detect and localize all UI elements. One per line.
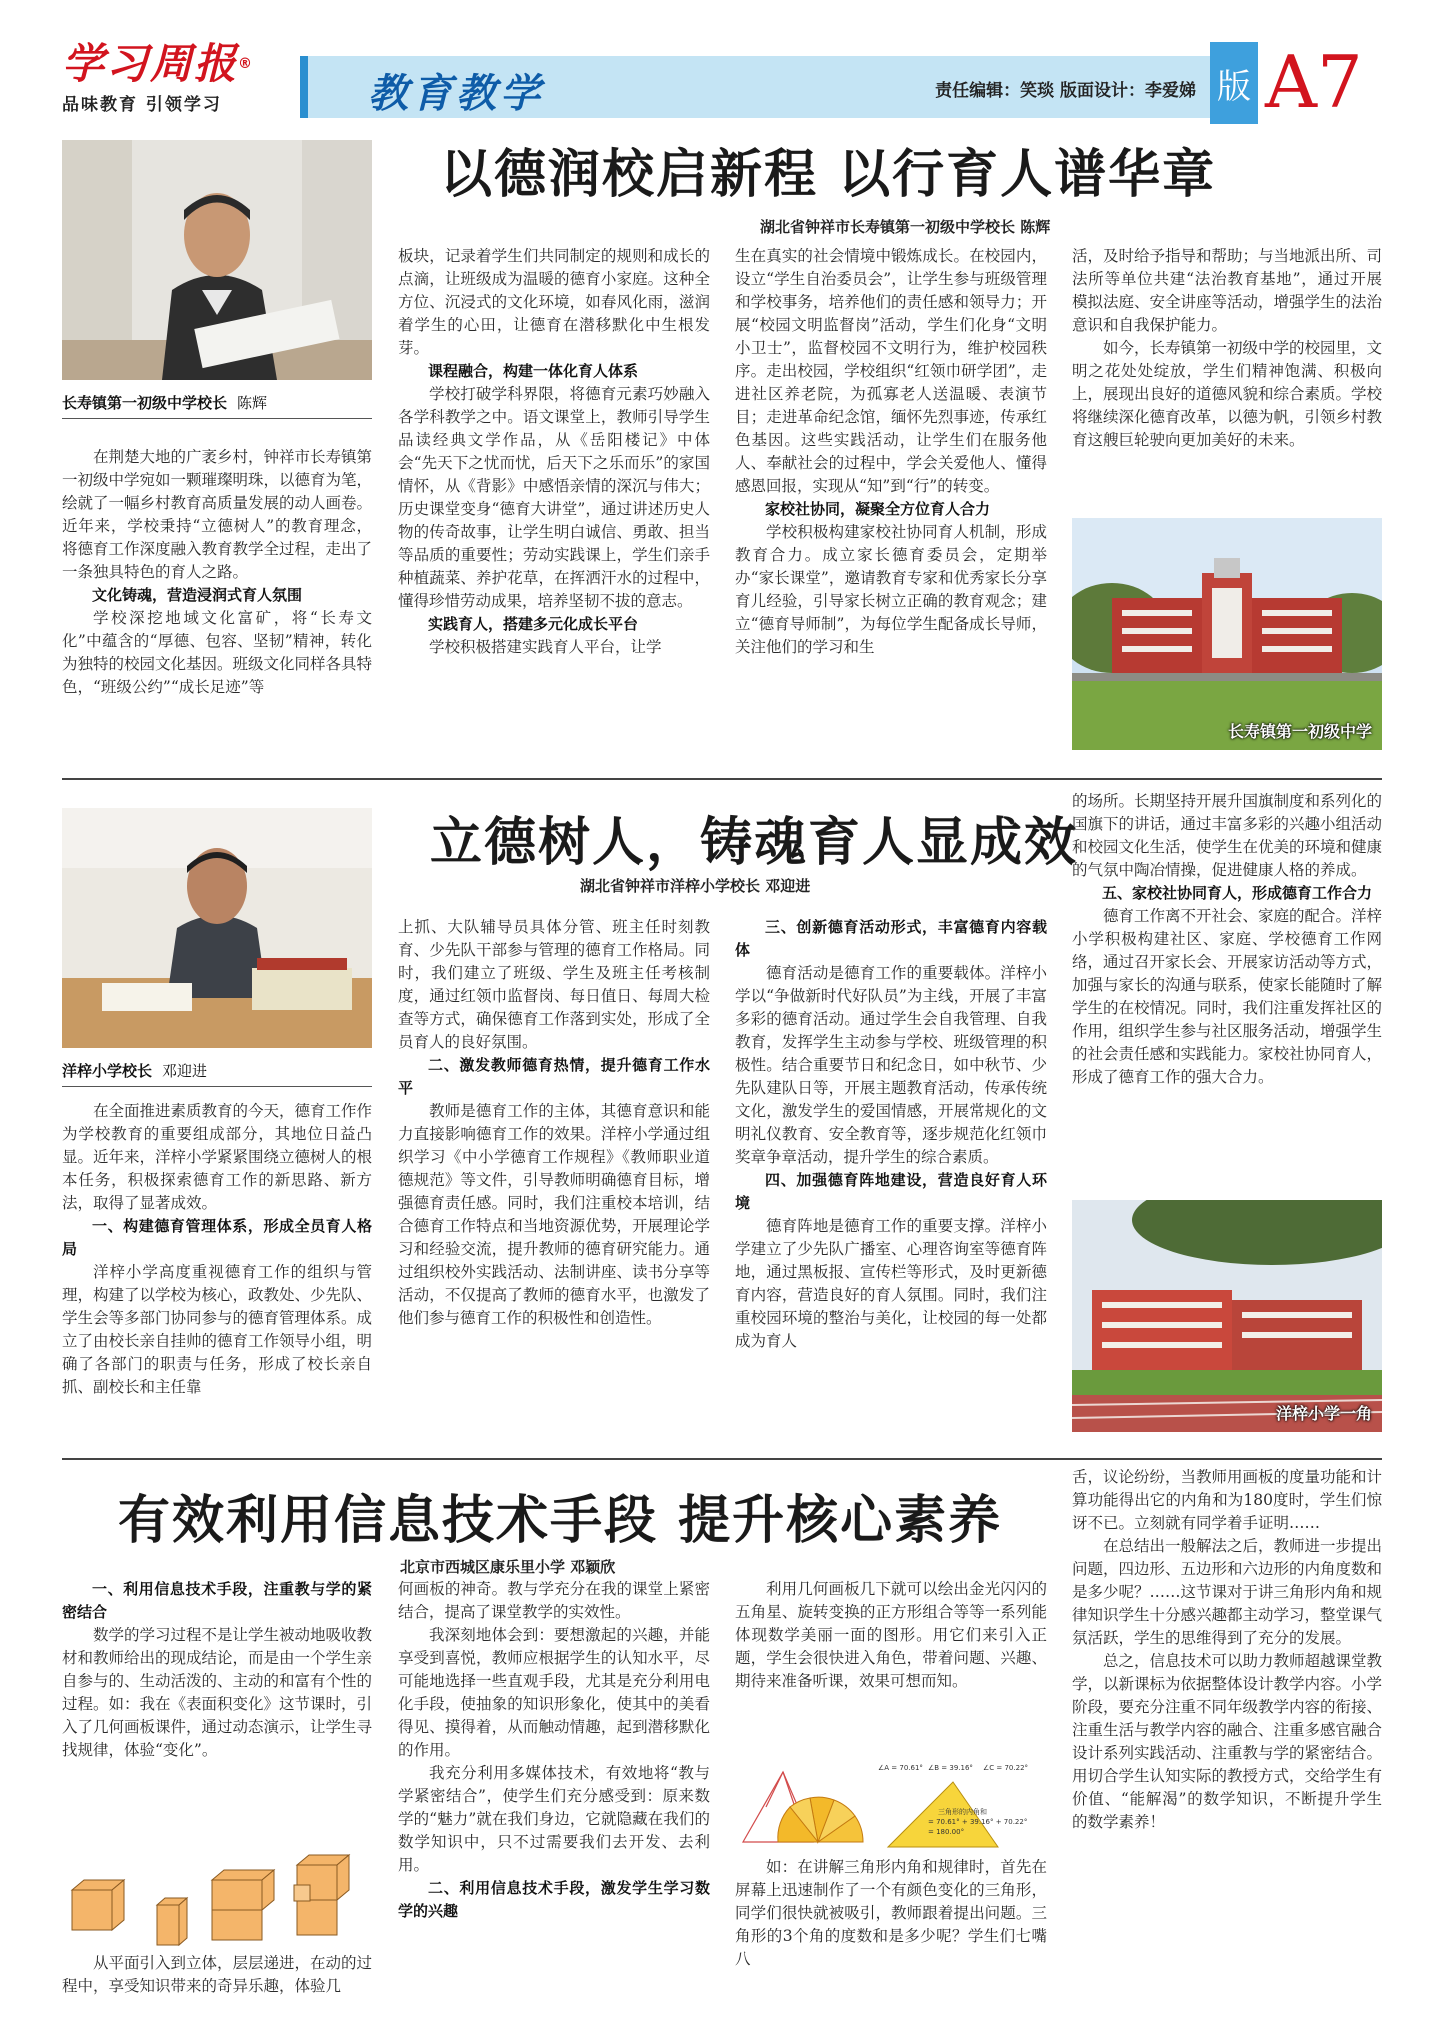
article1-column-3 — [735, 245, 1047, 750]
article1-byline: 湖北省钟祥市长寿镇第一初级中学校长 陈辉 — [760, 218, 1051, 236]
article3-column-4 — [1072, 1466, 1382, 2001]
article3-column-1 — [62, 1578, 372, 1836]
paragraph: 洋梓小学高度重视德育工作的组织与管理，构建了以学校为核心，政教处、少先队、学生会等多部门协同参与的德育管理体系。成立了由校长亲自挂帅的德育工作领导小组，明确了各部门的职责与任务，形成了校长亲自抓、副校长和主任靠 — [62, 1263, 372, 1396]
slogan: 品味教育 引领学习 — [62, 95, 222, 115]
sum-label: 三角形的内角和 — [938, 1808, 987, 1816]
paragraph: 舌，议论纷纷，当教师用画板的度量功能和计算功能得出它的内角和为180度时，学生们惊讶不已。立刻就有同学着手证明…… — [1072, 1468, 1382, 1532]
paragraph: 在全面推进素质教育的今天，德育工作作为学校教育的重要组成部分，其地位日益凸显。近年来，洋梓小学紧紧围绕立德树人的根本任务，积极探索德育工作的新思路、新方法，取得了显著成效。 — [62, 1102, 372, 1212]
portrait2-caption — [62, 1060, 207, 1081]
article1-title: 以德润校启新程 以行育人谱华章 — [440, 145, 1217, 205]
school2-caption: 洋梓小学一角 — [1275, 1404, 1372, 1423]
paragraph: 在总结出一般解法之后，教师进一步提出问题，四边形、五边形和六边形的内角度数和是多少呢？……这节课对于讲三角形内角和规律知识学生十分感兴趣都主动学习，整堂课气氛活跃，学生的思维得到了充分的发展。 — [1072, 1537, 1382, 1647]
paragraph: 学校积极搭建实践育人平台，让学 — [429, 638, 662, 656]
sum-expression: = 70.61° + 39.16° + 70.22° — [928, 1818, 1028, 1826]
school2-photo — [1072, 1200, 1382, 1432]
portrait2-title: 洋梓小学校长 — [62, 1062, 153, 1080]
portrait1-caption — [62, 392, 267, 413]
subheading: 一、利用信息技术手段，注重教与学的紧密结合 — [62, 1580, 372, 1621]
portrait1-title: 长寿镇第一初级中学校长 — [62, 394, 228, 412]
article2-column-2 — [398, 916, 710, 1442]
subheading: 课程融合，构建一体化育人体系 — [428, 362, 639, 380]
article2-title: 立德树人，铸魂育人显成效 — [430, 813, 1079, 873]
registered-mark: ® — [238, 56, 255, 72]
subheading: 家校社协同，凝聚全方位育人合力 — [765, 500, 991, 518]
article2-byline: 湖北省钟祥市洋梓小学校长 邓迎进 — [580, 877, 811, 895]
paragraph: 德育活动是德育工作的重要载体。洋梓小学以“争做新时代好队员”为主线，开展了丰富多彩的德育活动。通过学生会自我管理、自我教育，发挥学生主动参与学校、班级管理的积极性。结合重要节日和纪念日，如中秋节、少先队建队日等，开展主题教育活动，传承传统文化，激发学生的爱国情感，开展常规化的文明礼仪教育、安全教育等，逐步规范化红领巾奖章争章活动，提升学生的综合素质。 — [735, 964, 1047, 1166]
subheading: 二、利用信息技术手段，激发学生学习数学的兴趣 — [398, 1879, 710, 1920]
paragraph: 板块，记录着学生们共同制定的规则和成长的点滴，让班级成为温暖的德育小家庭。这种全方位、沉浸式的文化环境，如春风化雨，滋润着学生的心田，让德育在潜移默化中生根发芽。 — [398, 247, 710, 357]
paragraph: 教师是德育工作的主体，其德育意识和能力直接影响德育工作的效果。洋梓小学通过组织学习《中小学德育工作规程》《教师职业道德规范》等文件，引导教师明确德育目标，增强德育责任感。同时，我们注重校本培训，结合德育工作特点和当地资源优势，开展理论学习和经验交流，提升教师的德育研究能力。通过组织校外实践活动、法制讲座、读书分享等活动，不仅提高了教师的德育水平，也激发了他们参与德育工作的积极性和创造性。 — [398, 1102, 710, 1327]
paragraph: 学校打破学科界限，将德育元素巧妙融入各学科教学之中。语文课堂上，教师引导学生品读经典文学作品，从《岳阳楼记》中体会“先天下之忧而忧，后天下之乐而乐”的家国情怀，从《背影》中感悟亲情的深沉与伟大；历史课堂变身“德育大讲堂”，通过讲述历史人物的传奇故事，让学生明白诚信、勇敢、担当等品质的重要性；劳动实践课上，学生们亲手种植蔬菜、养护花草，在挥洒汗水的过程中，懂得珍惜劳动成果，培养坚韧不拔的意志。 — [398, 385, 710, 610]
cubes-illustration — [62, 1840, 372, 1950]
article2-column-1 — [62, 1100, 372, 1442]
paragraph: 何画板的神奇。教与学充分在我的课堂上紧密结合，提高了课堂教学的实效性。 — [398, 1580, 710, 1621]
paragraph: 如：在讲解三角形内角和规律时，首先在屏幕上迅速制作了一个有颜色变化的三角形，同学们很快就被吸引，教师跟着提出问题。三角形的3个角的度数和是多少呢？学生们七嘴八 — [735, 1858, 1047, 1968]
article1-column-1 — [62, 446, 372, 746]
section-divider — [62, 1458, 1382, 1460]
school1-caption: 长寿镇第一初级中学 — [1227, 722, 1372, 741]
caption-divider — [62, 1086, 372, 1087]
article3-title: 有效利用信息技术手段 提升核心素养 — [118, 1491, 1003, 1551]
edition-tag: 版 — [1210, 42, 1258, 124]
logo-text: 学习周报 — [62, 39, 239, 88]
subheading: 五、家校社协同育人，形成德育工作合力 — [1102, 884, 1373, 902]
subheading: 一、构建德育管理体系，形成全员育人格局 — [62, 1217, 372, 1258]
paragraph: 我充分利用多媒体技术，有效地将“教与学紧密结合”，使学生们充分感受到：原来数学的“魅力”就在我们身边，它就隐藏在我们的数学知识中，只不过需要我们去开发、去利用。 — [398, 1764, 710, 1874]
triangle-diagram — [738, 1752, 1048, 1852]
subheading: 文化铸魂，营造浸润式育人氛围 — [92, 586, 303, 604]
angle-b-label: ∠B = 39.16° — [928, 1764, 973, 1772]
article3-byline: 北京市西城区康乐里小学 邓颖欣 — [400, 1558, 616, 1576]
paragraph: 活，及时给予指导和帮助；与当地派出所、司法所等单位共建“法治教育基地”，通过开展模拟法庭、安全讲座等活动，增强学生的法治意识和自我保护能力。 — [1072, 247, 1382, 334]
sum-result: = 180.00° — [928, 1828, 965, 1836]
article3-column-2 — [398, 1578, 710, 1998]
section-band — [300, 56, 1210, 118]
paragraph: 生在真实的社会情境中锻炼成长。在校园内，设立“学生自治委员会”，让学生参与班级管理和学校事务，培养他们的责任感和领导力；开展“校园文明监督岗”活动，学生们化身“文明小卫士”，监督校园不文明行为，维护校园秩序。走出校园，学校组织“红领巾研学团”，走进社区养老院，为孤寡老人送温暖、表演节目；走进革命纪念馆，缅怀先烈事迹，传承红色基因。这些实践活动，让学生们在服务他人、奉献社会的过程中，学会关爱他人、懂得感恩回报，实现从“知”到“行”的转变。 — [735, 247, 1047, 495]
article2-column-4 — [1072, 790, 1382, 1190]
principal-deng-photo — [62, 808, 372, 1048]
article2-column-3 — [735, 916, 1047, 1442]
paragraph: 数学的学习过程不是让学生被动地吸收教材和教师给出的现成结论，而是由一个学生亲自参与的、生动活泼的、主动的和富有个性的过程。如：我在《表面积变化》这节课时，引入了几何画板课件，通过动态演示，让学生寻找规律，体验“变化”。 — [62, 1626, 372, 1759]
article1-column-2 — [398, 245, 710, 750]
caption-divider — [62, 418, 372, 419]
subheading: 实践育人，搭建多元化成长平台 — [428, 615, 639, 633]
paragraph: 从平面引入到立体，层层递进，在动的过程中，享受知识带来的奇异乐趣，体验几 — [62, 1954, 372, 1995]
paragraph: 利用几何画板几下就可以绘出金光闪闪的五角星、旋转变换的正方形组合等等一系列能体现数学美丽一面的图形。用它们来引入正题，学生会很快进入角色，带着问题、兴趣、期待来准备听课，效果可想而知。 — [735, 1580, 1047, 1690]
section-divider — [62, 778, 1382, 780]
article3-column-3 — [735, 1578, 1047, 1746]
paragraph: 学校积极构建家校社协同育人机制，形成教育合力。成立家长德育委员会，定期举办“家长课堂”，邀请教育专家和优秀家长分享育儿经验，引导家长树立正确的教育观念；建立“德育导师制”，为每位学生配备成长导师，关注他们的学习和生 — [735, 523, 1047, 656]
article3-column-1-tail — [62, 1952, 372, 2000]
paragraph: 德育阵地是德育工作的重要支撑。洋梓小学建立了少先队广播室、心理咨询室等德育阵地，通过黑板报、宣传栏等形式，及时更新德育内容，营造良好的育人氛围。同时，我们注重校园环境的整治与美化，让校园的每一处都成为育人 — [735, 1217, 1047, 1350]
paragraph: 的场所。长期坚持开展升国旗制度和系列化的国旗下的讲话，通过丰富多彩的兴趣小组活动和校园文化生活，使学生在优美的环境和健康的气氛中陶冶情操，促进健康人格的养成。 — [1072, 792, 1382, 879]
article1-column-4 — [1072, 245, 1382, 515]
editor-credits: 责任编辑：笑琰 版面设计：李爱娣 — [935, 81, 1196, 101]
section-title: 教育教学 — [368, 71, 544, 117]
portrait2-name: 邓迎进 — [162, 1062, 208, 1080]
subheading: 四、加强德育阵地建设，营造良好育人环境 — [735, 1171, 1047, 1212]
paragraph: 在荆楚大地的广袤乡村，钟祥市长寿镇第一初级中学宛如一颗璀璨明珠，以德育为笔，绘就了一幅乡村教育高质量发展的动人画卷。近年来，学校秉持“立德树人”的教育理念，将德育工作深度融入教育教学全过程，走出了一条独具特色的育人之路。 — [62, 448, 372, 581]
paragraph: 学校深挖地域文化富矿，将“长寿文化”中蕴含的“厚德、包容、坚韧”精神，转化为独特的校园文化基因。班级文化同样各具特色，“班级公约”“成长足迹”等 — [62, 609, 372, 696]
subheading: 二、激发教师德育热情，提升德育工作水平 — [398, 1056, 710, 1097]
paragraph: 我深刻地体会到：要想激起的兴趣，并能享受到喜悦，教师应根据学生的认知水平，尽可能地选择一些直观手段，尤其是充分利用电化手段，使抽象的知识形象化，使其中的美看得见、摸得着，从而触动情趣，起到潜移默化的作用。 — [398, 1626, 710, 1759]
school1-photo — [1072, 518, 1382, 750]
paragraph: 上抓、大队辅导员具体分管、班主任时刻教育、少先队干部参与管理的德育工作格局。同时，我们建立了班级、学生及班主任考核制度，通过红领巾监督岗、每日值日、每周大检查等方式，确保德育工作落到实处，形成了全员育人的良好氛围。 — [398, 918, 710, 1051]
masthead-logo — [62, 40, 262, 115]
paragraph: 德育工作离不开社会、家庭的配合。洋梓小学积极构建社区、家庭、学校德育工作网络，通过召开家长会、开展家访活动等方式，加强与家长的沟通与联系，使家长能随时了解学生的在校情况。同时，我们注重发挥社区的作用，组织学生参与社区服务活动，增强学生的社会责任感和实践能力。家校社协同育人，形成了德育工作的强大合力。 — [1072, 907, 1382, 1086]
article3-column-3-tail — [735, 1856, 1047, 2001]
angle-a-label: ∠A = 70.61° — [878, 1764, 923, 1772]
portrait1-name: 陈辉 — [237, 394, 268, 412]
page-number: A7 — [1265, 40, 1363, 124]
angle-c-label: ∠C = 70.22° — [983, 1764, 1029, 1772]
paragraph: 如今，长寿镇第一初级中学的校园里，文明之花处处绽放，学生们精神饱满、积极向上，展现出良好的道德风貌和综合素质。学校将继续深化德育改革，以德为帆，引领乡村教育这艘巨轮驶向更加美好的未来。 — [1072, 339, 1382, 449]
paragraph: 总之，信息技术可以助力教师超越课堂教学，以新课标为依据整体设计教学内容。小学阶段，要充分注重不同年级教学内容的衔接、注重生活与教学内容的融合、注重多感官融合设计系列实践活动、注重教与学的紧密结合。用切合学生认知实际的教授方式，交给学生有价值、“能解渴”的数学知识，不断提升学生的数学素养！ — [1072, 1652, 1382, 1831]
principal-chen-photo — [62, 140, 372, 380]
subheading: 三、创新德育活动形式，丰富德育内容载体 — [735, 918, 1047, 959]
